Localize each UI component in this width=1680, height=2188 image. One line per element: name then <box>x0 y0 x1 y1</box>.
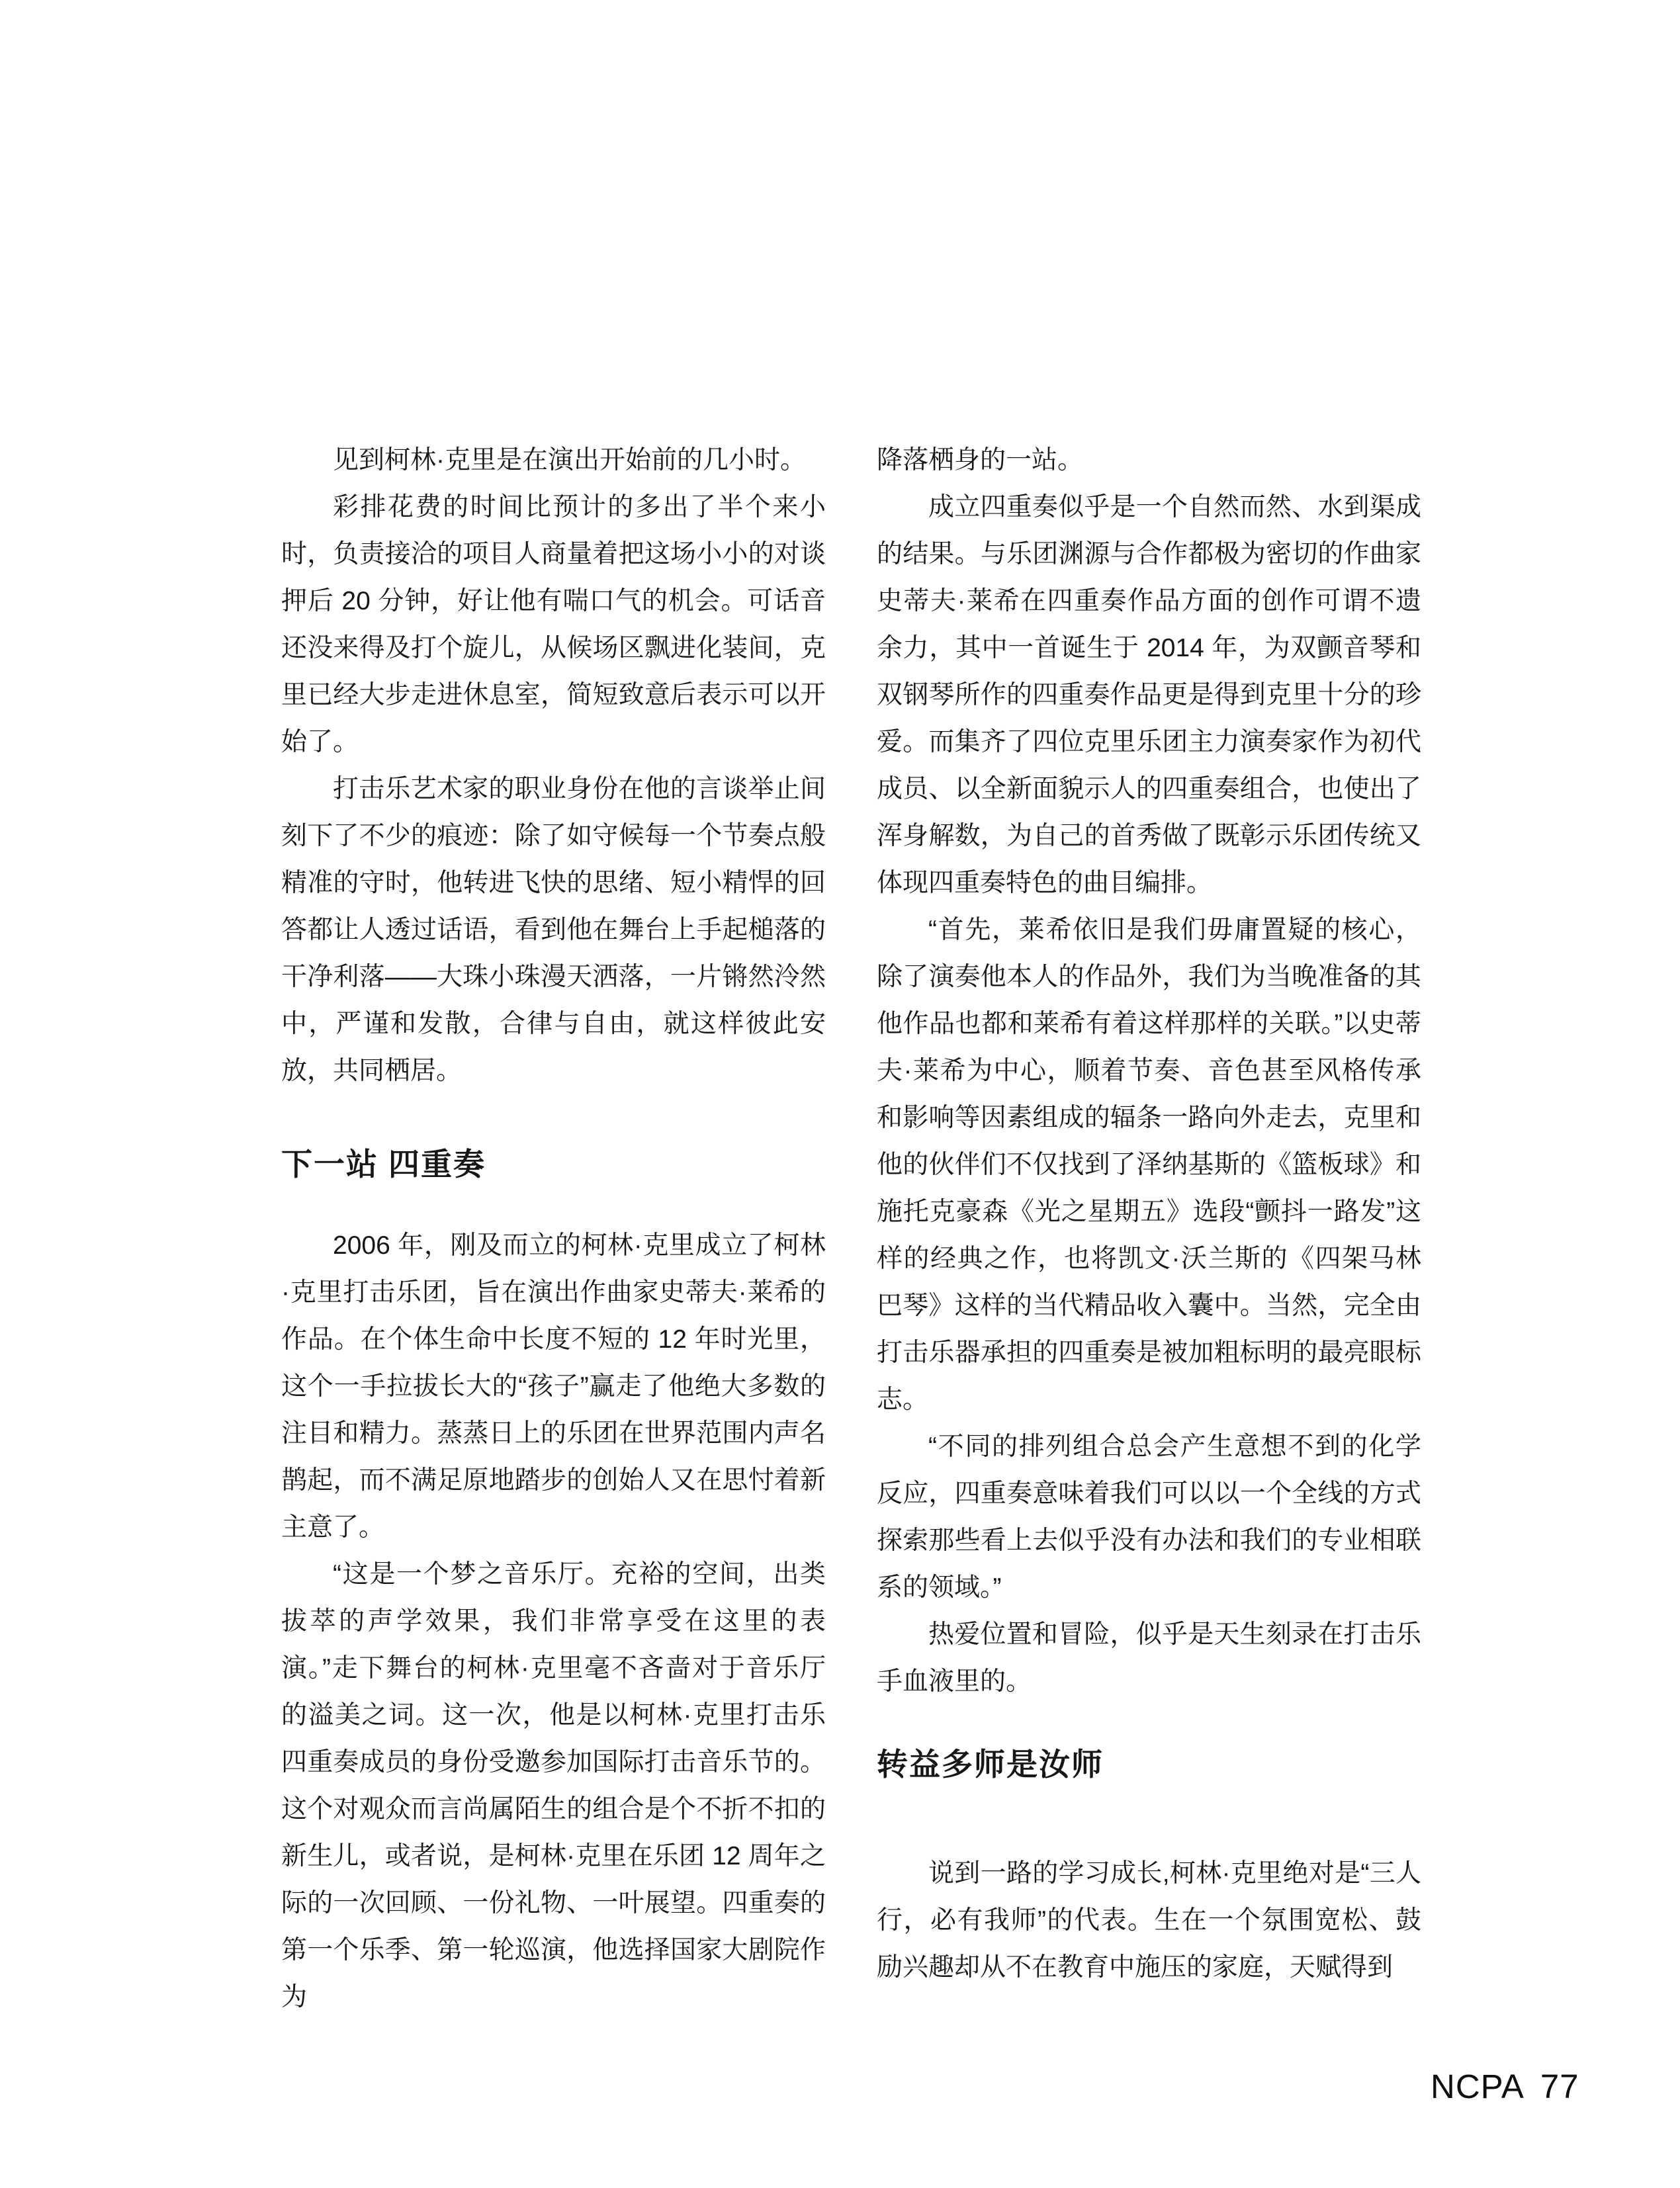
page-number: 77 <box>1540 2068 1579 2105</box>
article-paragraph: “这是一个梦之音乐厅。充裕的空间，出类拔萃的声学效果，我们非常享受在这里的表演。”走下舞台的柯林·克里毫不吝啬对于音乐厅的溢美之词。这一次，他是以柯林·克里打击乐四重奏成员的身份受邀参加国际打击音乐节的。这个对观众而言尚属陌生的组合是个不折不扣的新生儿，或者说，是柯林·克里在乐团 12 周年之际的一次回顾、一份礼物、一叶展望。四重奏的第一个乐季、第一轮巡演，他选择国家大剧院作为 <box>281 1560 826 2011</box>
article-column-right <box>877 437 1421 1991</box>
article-paragraph: 打击乐艺术家的职业身份在他的言谈举止间刻下了不少的痕迹：除了如守候每一个节奏点般精准的守时，他转进飞快的思绪、短小精悍的回答都让人透过话语，看到他在舞台上手起槌落的干净利落——大珠小珠漫天洒落，一片锵然泠然中，严谨和发散，合律与自由，就这样彼此安放，共同栖居。 <box>281 775 826 1085</box>
article-paragraph: 热爱位置和冒险，似乎是天生刻录在打击乐手血液里的。 <box>877 1620 1421 1696</box>
article-paragraph: 成立四重奏似乎是一个自然而然、水到渠成的结果。与乐团渊源与合作都极为密切的作曲家史蒂夫·莱希在四重奏作品方面的创作可谓不遗余力，其中一首诞生于 2014 年，为双颤音琴和双钢琴所作的四重奏作品更是得到克里十分的珍爱。而集齐了四位克里乐团主力演奏家作为初代成员、以全新面貌示人的四重奏组合，也使出了浑身解数，为自己的首秀做了既彰示乐团传统又体现四重奏特色的曲目编排。 <box>877 493 1421 897</box>
journal-name: NCPA <box>1431 2068 1525 2105</box>
section-heading-many-teachers: 转益多师是汝师 <box>877 1747 1104 1782</box>
article-paragraph: 彩排花费的时间比预计的多出了半个来小时，负责接洽的项目人商量着把这场小小的对谈押后 20 分钟，好让他有喘口气的机会。可话音还没来得及打个旋儿，从候场区飘进化装间，克里已经大步走进休息室，简短致意后表示可以开始了。 <box>281 493 826 756</box>
article-paragraph: 说到一路的学习成长,柯林·克里绝对是“三人行，必有我师”的代表。生在一个氛围宽松、鼓励兴趣却从不在教育中施压的家庭，天赋得到 <box>877 1859 1421 1982</box>
article-paragraph: 2006 年，刚及而立的柯林·克里成立了柯林·克里打击乐团，旨在演出作曲家史蒂夫·莱希的作品。在个体生命中长度不短的 12 年时光里，这个一手拉拔长大的“孩子”赢走了他绝大多数的注目和精力。蒸蒸日上的乐团在世界范围内声名鹊起，而不满足原地踏步的创始人又在思忖着新主意了。 <box>281 1231 826 1542</box>
article-paragraph: 见到柯林·克里是在演出开始前的几小时。 <box>333 446 806 474</box>
article-paragraph: “首先，莱希依旧是我们毋庸置疑的核心，除了演奏他本人的作品外，我们为当晚准备的其他作品也都和莱希有着这样那样的关联。”以史蒂夫·莱希为中心，顺着节奏、音色甚至风格传承和影响等因素组成的辐条一路向外走去，克里和他的伙伴们不仅找到了泽纳基斯的《篮板球》和施托克豪森《光之星期五》选段“颤抖一路发”这样的经典之作，也将凯文·沃兰斯的《四架马林巴琴》这样的当代精品收入囊中。当然，完全由打击乐器承担的四重奏是被加粗标明的最亮眼标志。 <box>877 916 1421 1414</box>
article-paragraph-continuation: 降落栖身的一站。 <box>877 446 1084 474</box>
article-column-left <box>281 437 826 2021</box>
page-footer <box>1431 2070 1579 2103</box>
article-paragraph: “不同的排列组合总会产生意想不到的化学反应，四重奏意味着我们可以以一个全线的方式探索那些看上去似乎没有办法和我们的专业相联系的领域。” <box>877 1432 1421 1602</box>
section-heading-next-stop-quartet: 下一站 四重奏 <box>281 1147 486 1182</box>
